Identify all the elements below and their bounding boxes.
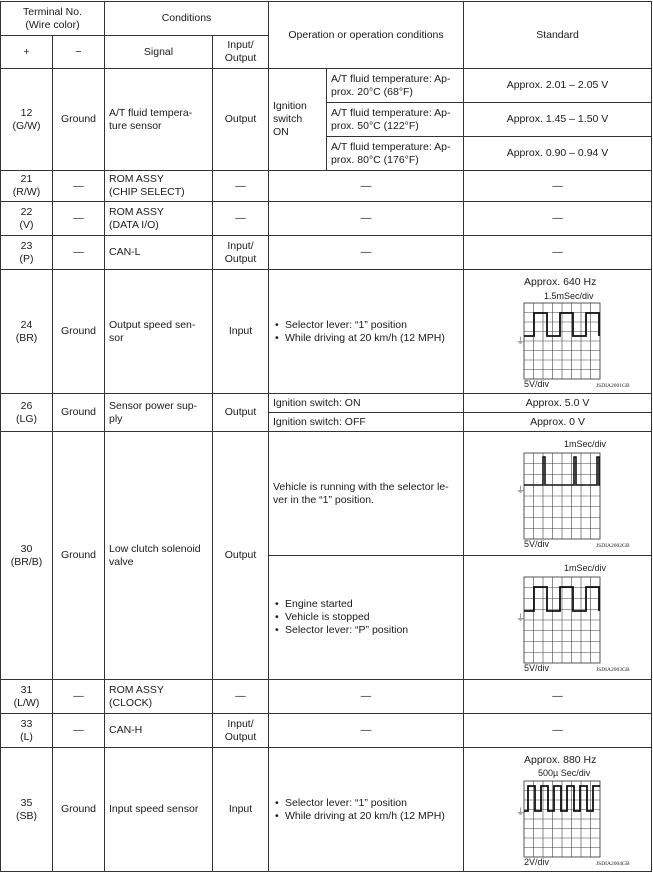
row22-signal: ROM ASSY (DATA I/O) [105, 202, 213, 236]
row12-sub1-condition: A/T fluid temperature: Ap- prox. 20°C (68°F) [327, 69, 464, 103]
row26-io: Output [213, 394, 269, 432]
row21-signal: ROM ASSY (CHIP SELECT) [105, 171, 213, 202]
row24-standard [464, 270, 652, 394]
row30-sub1-ground-marker-icon: ⏚ [515, 484, 525, 495]
row33-terminal-number: 33 [20, 717, 33, 730]
row26-terminal [1, 394, 53, 432]
row21-wire-color: (R/W) [12, 186, 41, 198]
row24-conditions [269, 270, 464, 394]
row30-sub2-figure-id: JSDIA2003GB [595, 666, 630, 673]
row35-standard [464, 748, 652, 872]
row26-sub2-condition: Ignition switch: OFF [269, 413, 464, 432]
row35-condition-item: • While driving at 20 km/h (12 MPH) [285, 810, 459, 823]
row35-oscilloscope [468, 751, 648, 869]
row35-time-div: 500µ Sec/div [537, 767, 590, 778]
row12-sub2-condition: A/T fluid temperature: Ap- prox. 50°C (122°F) [327, 103, 464, 137]
row23-terminal [1, 236, 53, 270]
row24-condition-item: • Selector lever: “1” position [285, 319, 459, 332]
header-wire-color-label: (Wire color) [25, 18, 80, 31]
row30-sub2-grid [524, 577, 600, 663]
row30-sub1-volt-div: 5V/div [523, 538, 549, 549]
row12-minus: Ground [53, 69, 105, 171]
row22-wire-color: (V) [19, 218, 34, 231]
row30-sub2-time-div: 1mSec/div [563, 562, 606, 573]
row33-standard: — [464, 714, 652, 748]
row30-sub2-oscilloscope [468, 559, 648, 677]
row30-terminal-number: 30 [20, 542, 33, 555]
row26-minus: Ground [53, 394, 105, 432]
row12-signal: A/T fluid tempera- ture sensor [105, 69, 213, 171]
row30-minus: Ground [53, 432, 105, 680]
row35-terminal [1, 748, 53, 872]
row12-wire-color: (G/W) [12, 119, 41, 132]
row26-signal: Sensor power sup- ply [105, 394, 213, 432]
row30-sub1-standard [464, 432, 652, 556]
row30-sub2-volt-div: 5V/div [523, 662, 549, 673]
row23-io: Input/ Output [213, 236, 269, 270]
row30-io: Output [213, 432, 269, 680]
row35-minus: Ground [53, 748, 105, 872]
row24-wire-color: (BR) [15, 331, 38, 344]
row30-sub1-condition: Vehicle is running with the selector le- ver in the “1” position. [269, 432, 464, 556]
row26-sub1-condition: Ignition switch: ON [269, 394, 464, 413]
row21-terminal [1, 171, 53, 202]
row12-io: Output [213, 69, 269, 171]
row30-wire-color: (BR/B) [10, 555, 43, 568]
row26-sub1-standard: Approx. 5.0 V [464, 394, 652, 413]
row33-minus: — [53, 714, 105, 748]
row22-standard: — [464, 202, 652, 236]
row22-condition: — [269, 202, 464, 236]
row30-sub2-condition-item: • Vehicle is stopped [285, 611, 459, 624]
header-terminal-no [1, 2, 105, 36]
row30-sub1-time-div: 1mSec/div [563, 438, 606, 449]
row26-wire-color: (LG) [16, 412, 37, 425]
header-terminal-no-label: Terminal No. [23, 5, 82, 18]
header-signal: Signal [105, 36, 213, 69]
row24-condition-item: • While driving at 20 km/h (12 MPH) [285, 332, 459, 345]
row30-signal: Low clutch solenoid valve [105, 432, 213, 680]
header-minus: − [53, 36, 105, 69]
row12-terminal [1, 69, 53, 171]
row24-waveform [524, 313, 599, 336]
header-standard: Standard [464, 2, 652, 69]
row30-sub2-condition-item: • Engine started [285, 598, 459, 611]
row30-sub2-standard [464, 556, 652, 680]
row24-volt-div: 5V/div [523, 378, 549, 389]
row24-oscilloscope [468, 273, 648, 391]
row24-terminal-number: 24 [20, 318, 33, 331]
row33-signal: CAN-H [105, 714, 213, 748]
header-input-output: Input/ Output [213, 36, 269, 69]
row21-terminal-number: 21 [20, 173, 33, 185]
terminal-spec-table [0, 1, 652, 872]
row31-minus: — [53, 680, 105, 714]
row33-wire-color: (L) [20, 730, 33, 743]
row31-io: — [213, 680, 269, 714]
row26-terminal-number: 26 [20, 399, 33, 412]
row35-figure-id: JSDIA2004GB [595, 860, 630, 867]
row24-frequency: Approx. 640 Hz [523, 275, 596, 288]
row22-terminal [1, 202, 53, 236]
row35-ground-marker-icon: ⏚ [515, 806, 525, 817]
row22-terminal-number: 22 [20, 205, 33, 218]
row21-standard: — [464, 171, 652, 202]
row26-sub2-standard: Approx. 0 V [464, 413, 652, 432]
row24-condition-list [273, 319, 459, 345]
row12-sub2-standard: Approx. 1.45 – 1.50 V [464, 103, 652, 137]
row23-standard: — [464, 236, 652, 270]
row30-sub2-condition-item: • Selector lever: “P” position [285, 624, 459, 637]
row21-io: — [213, 171, 269, 202]
row35-terminal-number: 35 [20, 796, 33, 809]
row24-signal: Output speed sen- sor [105, 270, 213, 394]
row23-minus: — [53, 236, 105, 270]
row30-sub2-conditions [269, 556, 464, 680]
row23-wire-color: (P) [19, 252, 34, 265]
row35-condition-item: • Selector lever: “1” position [285, 797, 459, 810]
row30-sub1-grid [524, 453, 600, 539]
row30-sub2-condition-list [273, 598, 459, 637]
row24-time-div: 1.5mSec/div [543, 290, 594, 301]
row24-io: Input [213, 270, 269, 394]
row31-condition: — [269, 680, 464, 714]
row30-sub1-oscilloscope [468, 435, 648, 553]
header-plus: + [1, 36, 53, 69]
header-conditions: Conditions [105, 2, 269, 36]
row33-terminal [1, 714, 53, 748]
row12-sub1-standard: Approx. 2.01 – 2.05 V [464, 69, 652, 103]
row24-minus: Ground [53, 270, 105, 394]
row30-sub2-waveform [524, 587, 599, 611]
row23-signal: CAN-L [105, 236, 213, 270]
row23-condition: — [269, 236, 464, 270]
row31-standard: — [464, 680, 652, 714]
row12-terminal-number: 12 [20, 106, 33, 119]
row24-figure-id: JSDIA2001GB [595, 382, 630, 389]
row31-terminal-number: 31 [20, 683, 33, 696]
row23-terminal-number: 23 [20, 239, 33, 252]
row22-io: — [213, 202, 269, 236]
row30-sub2-ground-marker-icon: ⏚ [515, 612, 525, 623]
row31-signal: ROM ASSY (CLOCK) [105, 680, 213, 714]
row21-minus: — [53, 171, 105, 202]
row31-terminal [1, 680, 53, 714]
row21-condition: — [269, 171, 464, 202]
row24-grid [524, 303, 600, 379]
row30-sub1-figure-id: JSDIA2002GB [595, 542, 630, 549]
row35-signal: Input speed sensor [105, 748, 213, 872]
row35-frequency: Approx. 880 Hz [523, 753, 596, 766]
row33-condition: — [269, 714, 464, 748]
header-operation: Operation or operation conditions [269, 2, 464, 69]
row30-terminal [1, 432, 53, 680]
row24-ground-marker-icon: ⏚ [515, 335, 525, 346]
row35-wire-color: (SB) [16, 809, 37, 822]
row24-terminal [1, 270, 53, 394]
row12-sub3-standard: Approx. 0.90 – 0.94 V [464, 137, 652, 171]
row12-sub3-condition: A/T fluid temperature: Ap- prox. 80°C (176°F) [327, 137, 464, 171]
row35-condition-list [273, 797, 459, 823]
row12-condition-group: Ignition switch ON [269, 69, 327, 171]
row33-io: Input/ Output [213, 714, 269, 748]
row31-wire-color: (L/W) [13, 696, 40, 709]
row35-volt-div: 2V/div [523, 856, 549, 867]
row35-io: Input [213, 748, 269, 872]
row35-conditions [269, 748, 464, 872]
row22-minus: — [53, 202, 105, 236]
